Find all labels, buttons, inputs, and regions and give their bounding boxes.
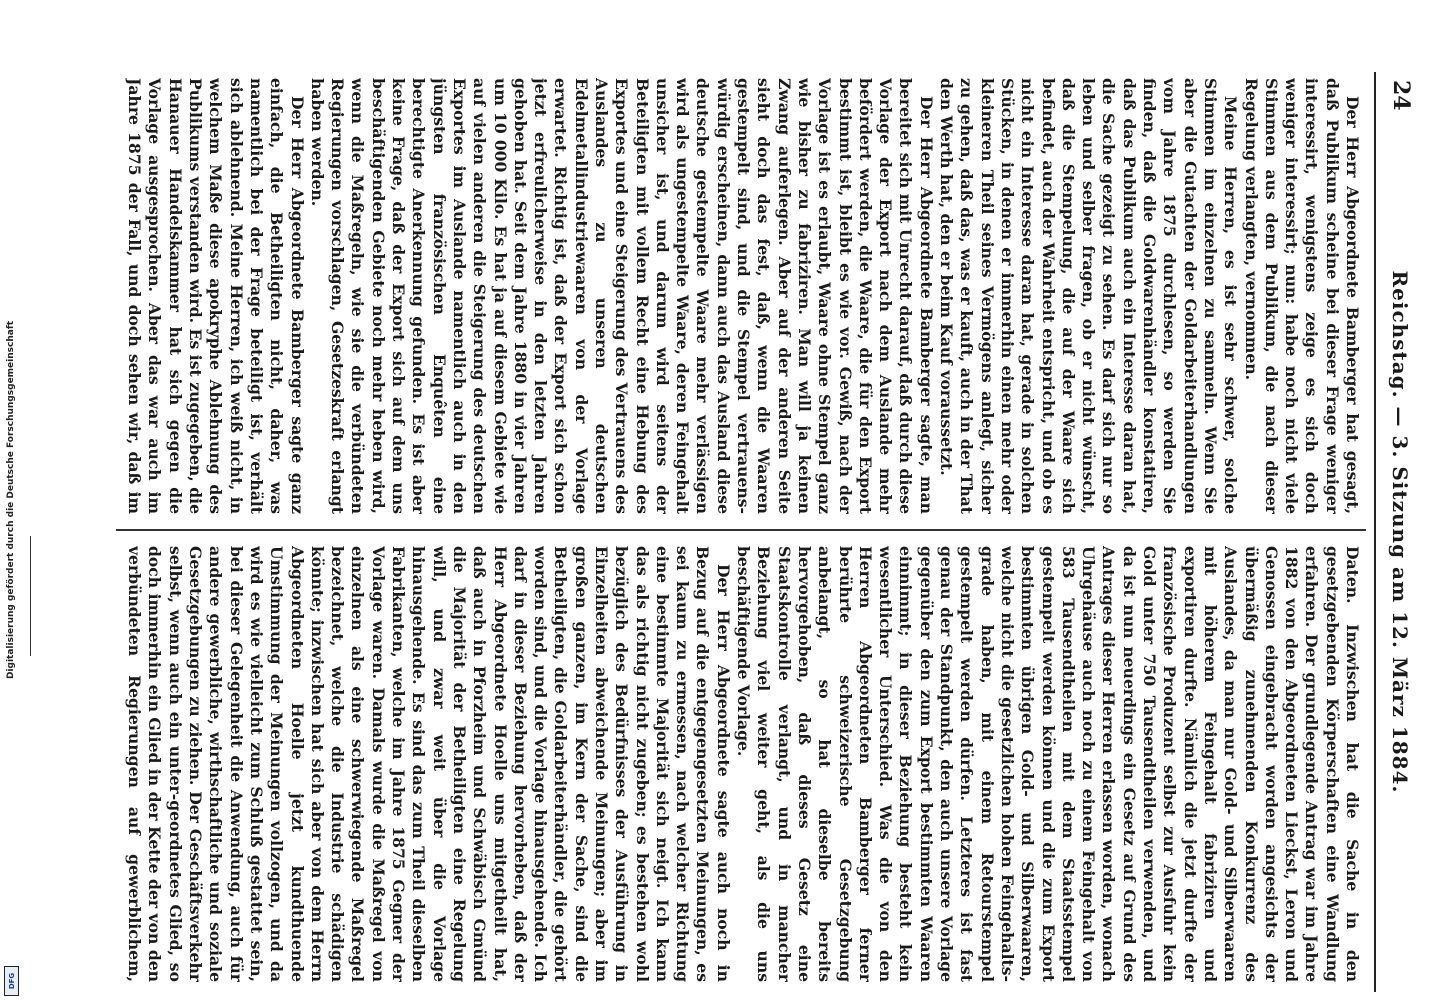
column-divider — [116, 529, 1366, 531]
page-header — [1374, 72, 1420, 992]
digitization-note: Digitalisierung gefördert durch die Deutsche Forschungsgemeinschaft — [6, 320, 16, 680]
paragraph: Daten. Inzwischen hat die Sache in den gesetzgebenden Körperschaften eine Wandlung erfahren. Der grundlegende Antrag war im Jahre 1882 von den Abgeordneten Lieckst, Leron und Genossen eingebracht worden angesichts der übermäßig zunehmenden Konkurrenz des Auslandes, da man nur Gold- und Silberwaaren mit höherem Feingehalt fabriziren und exportiren durfte. Nämlich die jetzt durfte der französische Produzent selbst zur Ausfuhr kein Gold unter 750 Tausendtheilen verwenden, und da ist nun neuerdings ein Gesetz auf Grund des Antrages dieser Herren erlassen worden, wonach Uhrgehäuse auch noch zu einem Feingehalt von 583 Tausendtheilen mit dem Staatsstempel gestempelt werden können und die zum Export bestimmten übrigen Gold- und Silberwaaren, welche nicht die gesetzlichen hohen Feingehalts-grade haben, mit einem Retourstempel gestempelt werden dürfen. Letzteres ist fast genau der Standpunkt, den auch unsere Vorlage gegenüber den zum Export bestimmten Waaren einnimmt; in dieser Beziehung besteht kein wesentlicher Unterschied. Was die von den Herren Abgeordneten Bamberger ferner berührte schweizerische Gesetzgebung anbelangt, so hat dieselbe bereits hervorgehoben, daß dieses Gesetz eine Staatskontrolle verlangt, und in mancher Beziehung viel weiter geht, als die uns beschäftigende Vorlage. — [734, 546, 1362, 982]
dfg-logo-icon — [4, 966, 19, 996]
digitization-footer — [0, 0, 22, 1000]
left-column — [122, 78, 1362, 514]
margin-rule — [30, 536, 31, 656]
paragraph: Der Herr Abgeordnete Bamberger hat gesagt, daß Publikum scheine bei dieser Frage weniger interessirt, wenigstens zeige es sich doch weniger interessirt; nun: habe noch nicht viele Stimmen aus dem Publikum, die nach dieser Regelung verlangten, vernommen. — [1241, 78, 1362, 514]
right-column — [122, 546, 1362, 982]
running-head: Reichstag. — 3. Sitzung am 12. März 1884. — [1388, 270, 1412, 794]
paragraph: Der Herr Abgeordnete Bamberger sagte ganz einfach, die Betheiligten nicht, daher, was namentlich bei der Frage beteiligt ist, verhält sich ablehnend. Meine Herren, ich weiß nicht, in welchem Maße diese apokryphe Ablehnung des Publikums verstanden wird. Es ist zugegeben, die Hanauer Handelskammer hat sich gegen die Vorlage ausgesprochen. Aber das war auch im Jahre 1875 der Fall, und doch sehen wir, daß im — [125, 78, 307, 514]
paragraph: Meine Herren, es ist sehr schwer, solche Stimmen im einzelnen zu sammeln. Wenn Sie aber die Gutachten der Goldarbeiterhandlungen vom Jahre 1875 durchlesen, so werden Sie finden, daß die Goldwarenhändler konstatiren, daß das Publikum auch ein Interesse daran hat, die Sache gezeigt zu sehen. Es darf sich nur so leben und selber fragen, ob er nicht wünscht, daß die Stempelung, die auf der Waare sich befindet, auch der Wahrheit entspricht, und ob es nicht ein Interesse daran hat, gerade in solchen Stücken, in denen er immerhin einen mehr oder kleineren Theil seines Vermögens anlegt, sicher zu gehen, daß das, was er kauft, auch in der That den Werth hat, den er beim Kauf voraussetzt. — [937, 78, 1241, 514]
scanned-page-area — [104, 72, 1420, 992]
paragraph: Der Herr Abgeordnete sagte auch noch in Bezug auf die entgegengesetzten Meinungen, es sei kaum zu ermessen, nach welcher Richtung eine bestimmte Majorität sich neigt. Ich kann das als richtig nicht zugeben; es bestehen wohl bezüglich des Bedürfnisses der Ausführung in Einzelheiten abweichende Meinungen; aber im großen ganzen, im Kern der Sache, sind die Betheiligten, die Goldarbeiterhändler, die gehört worden sind, und die Vorlage hinausgehende. Ich darf in dieser Beziehung hervorheben, daß der Herr Abgeordnete Hoelle uns mitgetheilt hat, daß auch in Pforzheim und Schwäbisch Gmünd die Majorität der Betheiligten eine Regelung will, und zwar weit über die Vorlage hinausgehende. Es sind das zum Theil dieselben Fabrikanten, welche im Jahre 1875 Gegner der Vorlage waren. Damals wurde die Maßregel von einzelnen als eine schwerwiegende Maßregel bezeichnet, welche die Industrie schädigen könnte; inzwischen hat sich aber von dem Herrn Abgeordneten Hoelle jetzt kundthuende Umstimmung der Meinungen vollzogen, und da wird es wie vielleicht zum Schluß gestattet sein, bei dieser Gelegenheit die Anwendung, auch für andere gewerbliche, wirthschaftliche und soziale Gesetzgebungen zu ziehen. Der Geschäftsverkehr selbst, wenn auch ein unter-geordnetes Glied, so doch immerhin ein Glied in der Kette der von den verbündeten Regierungen auf gewerblichem, — [125, 546, 733, 982]
printed-page — [104, 72, 1420, 992]
dfg-logo-text: DFG — [7, 972, 16, 990]
page-number: 24 — [1388, 80, 1414, 111]
paragraph: Der Herr Abgeordnete Bamberger sagte, man bereitet sich mit Unrecht darauf, daß durch diese Vorlage der Export nach dem Auslande mehr befördert werden, die Waare, die für den Export bestimmt ist, bleibt es wie vor. Gewiß, nach der Vorlage ist es erlaubt, Waare ohne Stempel ganz wie bisher zu fabriziren. Man will ja keinen Zwang auferlegen. Aber auf der anderen Seite sieht doch das fest, daß, wenn die Waaren gestempelt sind, und die Stempel vertrauens-würdig erscheinen, dann auch das Ausland diese deutsche gestempelte Waare mehr verlässigen wird als ungestempelte Waare, deren Feingehalt unsicher ist, und darum wird seitens der Beteiligten mit vollem Recht eine Hebung des Exportes und eine Steigerung des Vertrauens des Auslandes zu unseren deutschen Edelmetallindustriewaaren von der Vorlage erwartet. Richtig ist, daß der Export sich schon jetzt erfreulicherweise in den letzten Jahren gehoben hat. Seit dem Jahre 1880 in vier Jahren um 10 000 Kilo. Es hat ja auf diesem Gebiete wie auf vielen anderen die Steigerung des deutschen Exportes im Auslande namentlich auch in den jüngsten französischen Enquêten eine berechtigte Anerkennung gefunden. Es ist aber keine Frage, daß der Export sich auf dem uns beschäftigenden Gebiete noch mehr heben wird, wenn die Maßregeln, wie sie die verbündeten Regierungen vorschlagen, Gesetzeskraft erlangt haben werden. — [307, 78, 936, 514]
